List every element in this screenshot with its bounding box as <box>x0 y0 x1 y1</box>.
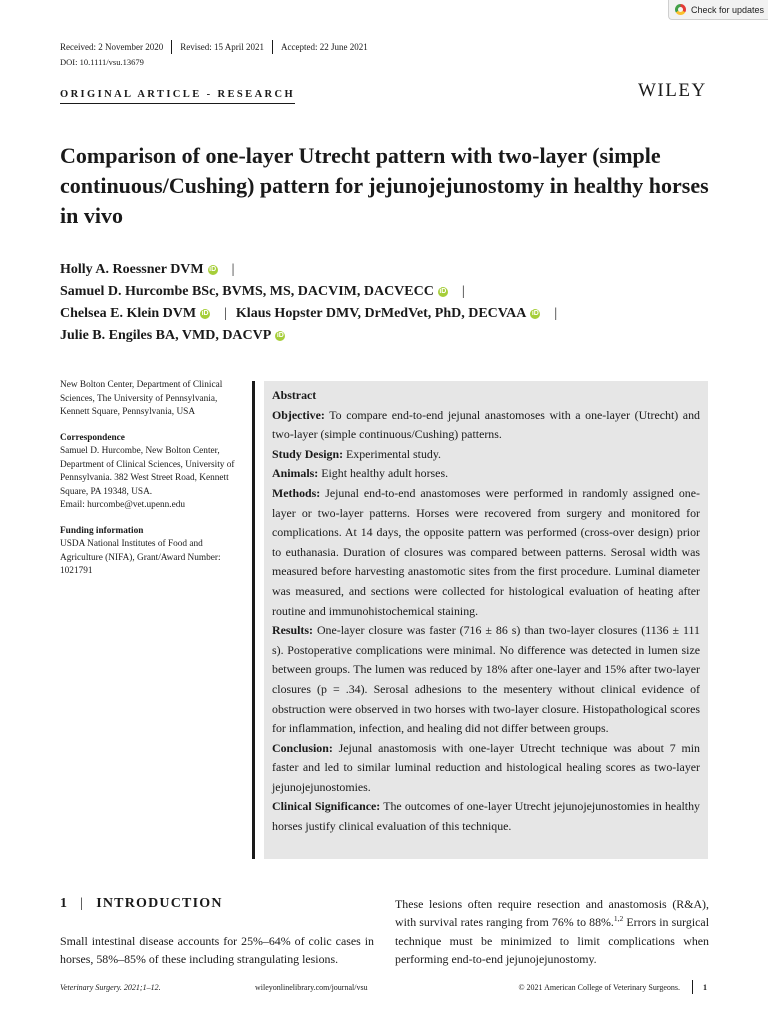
correspondence-block <box>60 432 245 513</box>
author-separator: | <box>231 262 235 277</box>
author-line <box>60 259 566 281</box>
abstract-rule <box>252 381 255 859</box>
author-line <box>60 325 566 347</box>
article-info-column <box>60 379 245 591</box>
abstract-section-text: One-layer closure was faster (716 ± 86 s) than two-layer closures (1136 ± 111 s). Postoperative complications were minimal. No difference was detected in lumen size between groups. The lumen was reduced by 18% after one-layer and 15% after two-layer closures (p = .34). Serosal adhesions to the mesentery without clinical evidence of obstruction were observed in two horses with two-layer closure. Histopathological scores for inflammation, infection, and healing did not differ between groups. <box>272 623 700 736</box>
author-name[interactable]: Chelsea E. Klein DVM <box>60 306 197 321</box>
abstract-section-text: Jejunal end-to-end anastomoses were performed in randomly assigned one-layer or two-layer patterns. Horses were recovered from surgery and monitored for complications. At 14 days, the opposite pattern was performed (cross-over design) prior to euthanasia. Duration of closures was compared between patterns. Serosal width was measured before harvesting anastomotic sites from the first procedure. Luminal diameter was measured, and sections were collected for histological evaluation of heating after routine and immunohistochemical staining. <box>272 485 700 618</box>
abstract-section-text: The outcomes of one-layer Utrecht jejunojejunostomies in healthy horses justify clinical evaluation of this technique. <box>272 799 700 834</box>
citation-link[interactable]: 1,2 <box>613 914 624 924</box>
abstract-section-label: Objective: <box>272 407 325 422</box>
intro-text: Errors in surgical technique must be minimized to limit complications when performing end-to-end jejunojejunostomy. <box>395 915 709 967</box>
doi[interactable]: DOI: 10.1111/vsu.13679 <box>60 57 144 67</box>
correspondence-heading: Correspondence <box>60 432 125 443</box>
orcid-icon[interactable]: iD <box>276 332 284 339</box>
page-footer <box>60 980 710 994</box>
article-type: ORIGINAL ARTICLE - RESEARCH <box>60 89 295 104</box>
article-title: Comparison of one-layer Utrecht pattern with two-layer (simple continuous/Cushing) pattern for jejunojejunostomy in healthy horses in vivo <box>60 143 709 228</box>
abstract-section <box>272 739 700 798</box>
accepted-date: Accepted: 22 June 2021 <box>280 42 368 52</box>
author-name[interactable]: Julie B. Engiles BA, VMD, DACVP <box>60 328 272 343</box>
section-separator: | <box>80 896 85 911</box>
abstract-section-label: Methods: <box>272 485 321 500</box>
journal-citation: Veterinary Surgery. 2021;1–12. <box>60 982 161 992</box>
abstract-heading: Abstract <box>272 388 317 402</box>
author-line <box>60 303 566 325</box>
author-name[interactable]: Samuel D. Hurcombe BSc, BVMS, MS, DACVIM, DACVECC <box>60 284 434 299</box>
abstract-section-label: Results: <box>272 623 313 638</box>
author-separator: | <box>224 306 227 321</box>
journal-url[interactable]: wileyonlinelibrary.com/journal/vsu <box>255 982 368 992</box>
abstract-section <box>272 464 700 484</box>
divider <box>692 980 693 994</box>
abstract-section-label: Animals: <box>272 466 319 481</box>
abstract-section <box>272 445 700 465</box>
orcid-icon[interactable]: iD <box>209 266 217 273</box>
abstract-box <box>264 381 708 859</box>
correspondence-text: Samuel D. Hurcombe, New Bolton Center, Department of Clinical Sciences, University of Pennsylvania. 382 West Street Road, Kennett Square, PA 19348, USA. <box>60 446 235 497</box>
section-number: 1 <box>60 896 69 911</box>
section-title: INTRODUCTION <box>96 896 223 911</box>
abstract-section <box>272 406 700 445</box>
affiliation: New Bolton Center, Department of Clinical Sciences, The University of Pennsylvania, Kennett Square, Pennsylvania, USA <box>60 380 223 417</box>
author-name[interactable]: Holly A. Roessner DVM <box>60 262 204 277</box>
received-date: Received: 2 November 2020 <box>60 42 164 52</box>
abstract-section-label: Study Design: <box>272 446 344 461</box>
correspondence-email[interactable]: Email: hurcombe@vet.upenn.edu <box>60 500 185 510</box>
intro-text: These lesions often require resection and anastomosis (R&A), with survival rates ranging from 76% to 88%. <box>395 897 709 930</box>
author-separator: | <box>461 284 465 299</box>
author-separator: | <box>554 306 558 321</box>
intro-paragraph-right <box>395 895 709 969</box>
author-name[interactable]: Klaus Hopster DMV, DrMedVet, PhD, DECVAA <box>235 306 527 321</box>
abstract-section-text: To compare end-to-end jejunal anastomoses with a one-layer (Utrecht) and two-layer (simple continuous/Cushing) patterns. <box>272 407 700 442</box>
funding-block <box>60 525 245 579</box>
funding-heading: Funding information <box>60 525 144 536</box>
abstract-section-label: Conclusion: <box>272 740 333 755</box>
abstract-section <box>272 621 700 739</box>
page-number: 1 <box>703 982 707 992</box>
orcid-icon[interactable]: iD <box>439 288 447 295</box>
copyright: © 2021 American College of Veterinary Surgeons. <box>518 982 680 992</box>
abstract-section-text: Jejunal anastomosis with one-layer Utrecht technique was about 7 min faster and led to similar luminal reduction and histological healing scores as two-layer jejunojejunostomies. <box>272 740 700 794</box>
check-updates-icon <box>675 4 686 15</box>
abstract-section <box>272 484 700 621</box>
revised-date: Revised: 15 April 2021 <box>180 42 264 52</box>
author-line <box>60 281 566 303</box>
abstract-section-text: Eight healthy adult horses. <box>321 466 449 481</box>
check-updates-label: Check for updates <box>691 4 765 15</box>
orcid-icon[interactable]: iD <box>531 310 539 317</box>
abstract-section-text: Experimental study. <box>346 446 442 461</box>
author-list <box>60 259 566 347</box>
orcid-icon[interactable]: iD <box>201 310 209 317</box>
divider <box>272 40 273 54</box>
intro-paragraph-left: Small intestinal disease accounts for 25%–64% of colic cases in horses, 58%–85% of these including strangulating lesions. <box>60 934 374 967</box>
section-heading <box>60 896 223 912</box>
history-dates <box>60 40 368 54</box>
abstract-section-label: Clinical Significance: <box>272 799 381 814</box>
publisher-logo: WILEY <box>638 80 707 101</box>
divider <box>171 40 172 54</box>
funding-text: USDA National Institutes of Food and Agriculture (NIFA), Grant/Award Number: 1021791 <box>60 539 221 576</box>
abstract-section <box>272 797 700 836</box>
check-for-updates-button[interactable] <box>668 0 768 20</box>
